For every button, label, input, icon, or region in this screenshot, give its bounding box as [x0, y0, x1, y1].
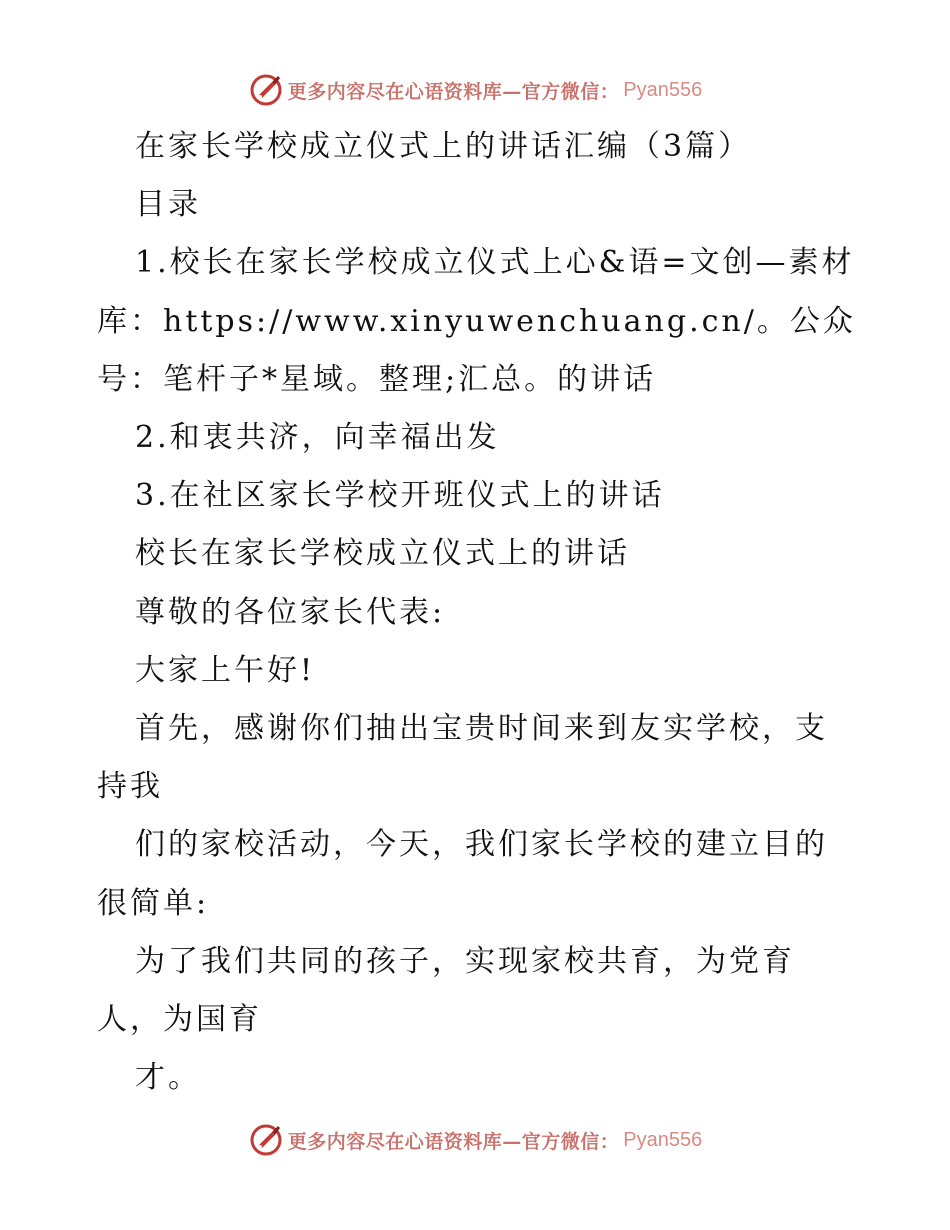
- banner-wechat-id: Pyan556: [623, 1128, 703, 1151]
- section-title: 校长在家长学校成立仪式上的讲话: [135, 536, 630, 572]
- body-paragraph: 为了我们共同的孩子，实现家校共育，为党育人，为国育: [97, 943, 795, 1038]
- footer-watermark-banner: [0, 1120, 950, 1160]
- body-paragraph: 才。: [135, 1060, 201, 1096]
- body-paragraph: 们的家校活动，今天，我们家长学校的建立目的很简单:: [97, 827, 828, 921]
- banner-text: 更多内容尽在心语资料库—官方微信：: [287, 80, 620, 103]
- document-body: [97, 118, 857, 1107]
- salutation: 尊敬的各位家长代表:: [135, 594, 446, 630]
- brand-logo-icon: [248, 72, 284, 108]
- header-watermark-banner: [0, 70, 950, 110]
- banner-text: 更多内容尽在心语资料库—官方微信：: [287, 1130, 620, 1153]
- banner-wechat-id: Pyan556: [623, 78, 703, 101]
- toc-item-2: 2.和衷共济，向幸福出发: [135, 420, 500, 456]
- toc-item-1: 1.校长在家长学校成立仪式上心&语=文创—素材库：https://www.xinyuwenchuang.cn/。公众号：笔杆子*星域。整理;汇总。的讲话: [97, 245, 856, 397]
- body-paragraph: 首先，感谢你们抽出宝贵时间来到友实学校，支持我: [97, 711, 828, 805]
- toc-heading: 目录: [135, 187, 201, 223]
- toc-item-3: 3.在社区家长学校开班仪式上的讲话: [135, 478, 665, 514]
- brand-logo-icon: [248, 1122, 284, 1158]
- document-title: 在家长学校成立仪式上的讲话汇编（3篇）: [135, 129, 752, 164]
- greeting: 大家上午好!: [135, 652, 316, 688]
